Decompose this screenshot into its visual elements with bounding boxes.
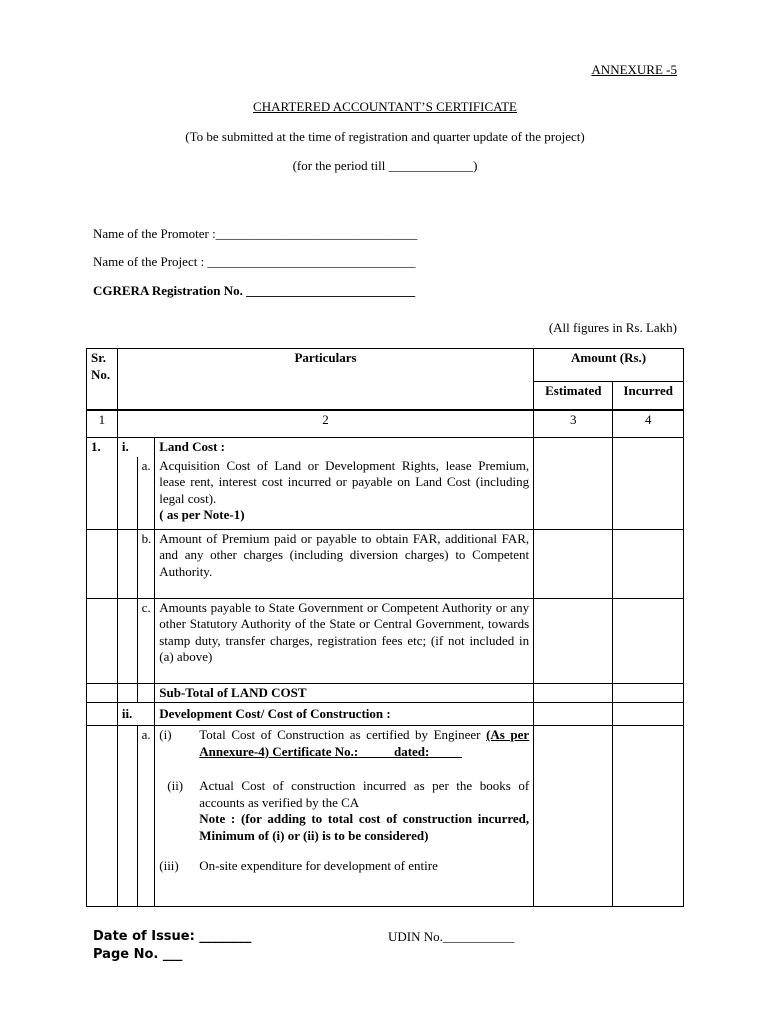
construction-item-iii: (iii) On-site expenditure for development of entire <box>159 858 438 873</box>
table-row <box>87 529 684 598</box>
header-particulars: Particulars <box>117 349 533 411</box>
project-field: Name of the Project : ________________________________ <box>93 254 416 269</box>
construction-item-i: (i) Total Cost of Construction as certified by Engineer (As per Annexure-4) Certificate No.:_____ dated:_____ <box>159 727 530 759</box>
page-number: Page No. ___ <box>93 947 183 962</box>
table-row <box>87 438 684 457</box>
land-cost-subtotal: Sub-Total of LAND COST <box>155 683 534 703</box>
certificate-table <box>86 348 684 907</box>
column-number-row <box>87 410 684 438</box>
table-row <box>87 683 684 703</box>
item-a-letter: a. <box>137 457 155 530</box>
date-of-issue: Date of Issue: ________ <box>93 929 252 944</box>
item-c-text: Amounts payable to State Government or Competent Authority or any other Statutory Authority of the State or Central Government, towards stamp duty, transfer charges, registration fees etc; (if not included in (a) above) <box>155 598 534 683</box>
header-estimated: Estimated <box>534 382 613 411</box>
table-row <box>87 726 684 907</box>
row-sr-number: 1. <box>87 438 118 457</box>
item-b-letter: b. <box>137 529 155 598</box>
document-title: CHARTERED ACCOUNTANT’S CERTIFICATE <box>253 99 517 114</box>
col-num-1: 1 <box>87 410 118 438</box>
header-incurred: Incurred <box>613 382 684 411</box>
table-row <box>87 703 684 726</box>
section-i-label: i. <box>117 438 137 457</box>
construction-cost-block <box>155 726 534 907</box>
registration-field: CGRERA Registration No. __________________________ <box>93 283 416 298</box>
section-ii-label: ii. <box>117 703 137 726</box>
construction-item-ii: (ii) Actual Cost of construction incurred as per the books of accounts as verified by the CA Note : (for adding to total cost of construction incurred, Minimum of (i) or (ii) is to be considered) <box>167 778 530 843</box>
item-ii-a-letter: a. <box>137 726 155 907</box>
col-num-4: 4 <box>613 410 684 438</box>
item-a-text: Acquisition Cost of Land or Development Rights, lease Premium, lease rent, interest cost incurred or payable on Land Cost (including legal cost). ( as per Note-1) <box>155 457 534 530</box>
item-a-note: ( as per Note-1) <box>159 507 245 522</box>
development-cost-heading: Development Cost/ Cost of Construction : <box>155 703 534 726</box>
header-sr-no: Sr. No. <box>87 349 118 411</box>
promoter-field: Name of the Promoter :_______________________________ <box>93 226 418 241</box>
col-num-3: 3 <box>534 410 613 438</box>
figures-note: (All figures in Rs. Lakh) <box>548 320 677 335</box>
col-num-2: 2 <box>117 410 533 438</box>
land-cost-heading: Land Cost : <box>155 438 534 457</box>
header-amount: Amount (Rs.) <box>534 349 684 382</box>
udin-number: UDIN No.___________ <box>388 929 515 944</box>
table-row <box>87 598 684 683</box>
table-header-row <box>87 349 684 382</box>
annexure-label: ANNEXURE -5 <box>591 62 677 77</box>
document-subtitle: (To be submitted at the time of registration and quarter update of the project) <box>185 129 585 144</box>
item-b-text: Amount of Premium paid or payable to obtain FAR, additional FAR, and any other charges (including diversion charges) to Competent Authority. <box>155 529 534 598</box>
item-c-letter: c. <box>137 598 155 683</box>
period-line: (for the period till _____________) <box>292 158 478 173</box>
